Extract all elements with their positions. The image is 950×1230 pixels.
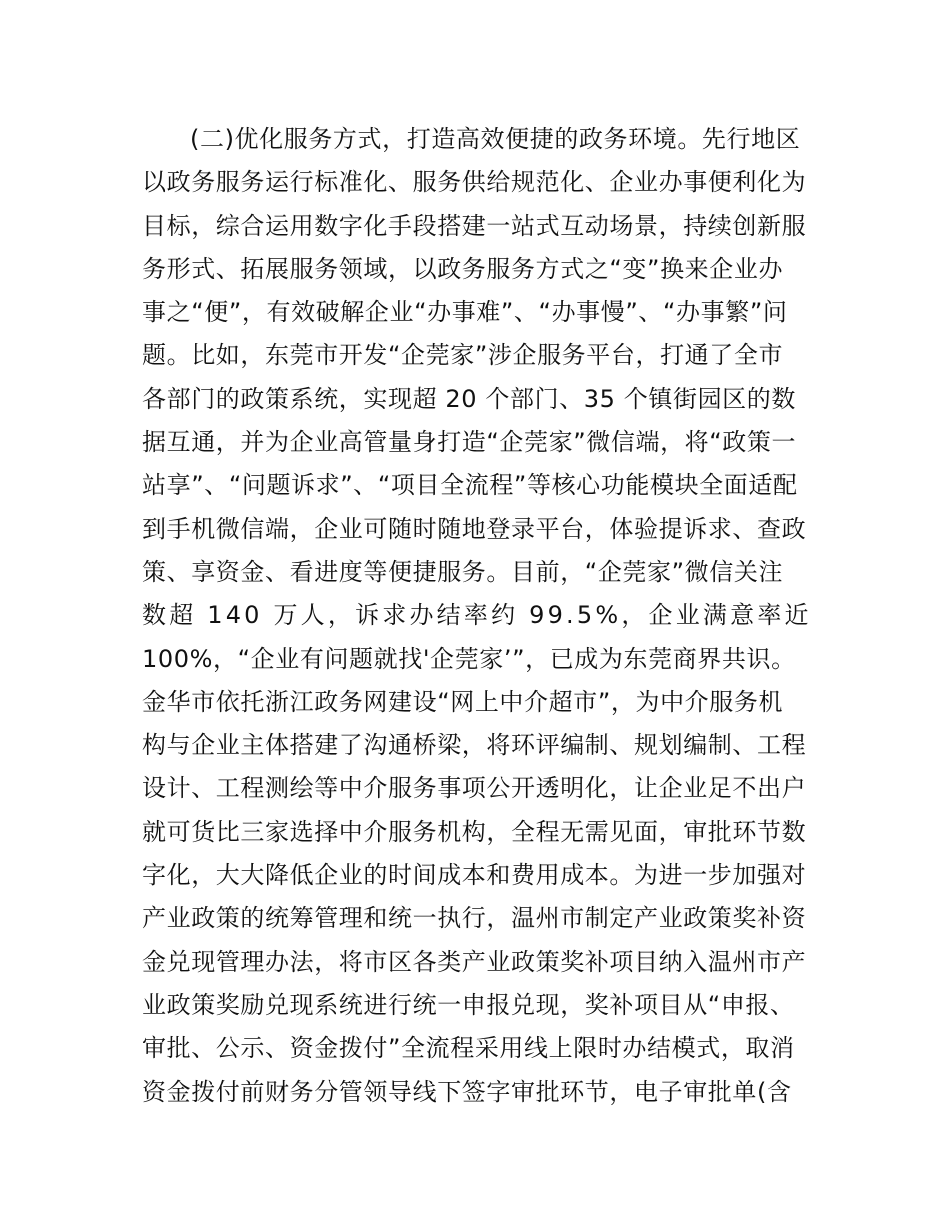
text-line: (二)优化服务方式，打造高效便捷的政务环境。先行地区 (190, 125, 801, 153)
text-line: 业政策奖励兑现系统进行统一申报兑现，奖补项目从“申报、 (142, 990, 795, 1019)
text-line: 事之“便”，有效破解企业“办事难”、“办事慢”、“办事繁”问 (142, 298, 788, 327)
text-line: 据互通，并为企业高管量身打造“企莞家”微信端，将“政策一 (142, 428, 797, 457)
text-line: 各部门的政策系统，实现超 20 个部门、35 个镇街园区的数 (142, 384, 796, 413)
text-line: 字化，大大降低企业的时间成本和费用成本。为进一步加强对 (142, 861, 807, 890)
text-line: 金兑现管理办法，将市区各类产业政策奖补项目纳入温州市产 (142, 947, 807, 976)
text-line: 资金拨付前财务分管领导线下签字审批环节，电子审批单(含 (142, 1077, 792, 1106)
text-line: 设计、工程测绘等中介服务事项公开透明化，让企业足不出户 (142, 774, 807, 803)
text-line: 到手机微信端，企业可随时随地登录平台，体验提诉求、查政 (142, 514, 807, 543)
text-line: 以政务服务运行标准化、服务供给规范化、企业办事便利化为 (142, 168, 807, 197)
text-line: 站享”、“问题诉求”、“项目全流程”等核心功能模块全面适配 (142, 471, 798, 500)
text-line: 构与企业主体搭建了沟通桥梁，将环评编制、规划编制、工程 (142, 731, 807, 760)
text-line: 务形式、拓展服务领域，以政务服务方式之“变”换来企业办 (142, 254, 784, 283)
text-line: 产业政策的统筹管理和统一执行，温州市制定产业政策奖补资 (142, 904, 807, 933)
text-line: 目标，综合运用数字化手段搭建一站式互动场景，持续创新服 (142, 211, 807, 240)
text-line: 策、享资金、看进度等便捷服务。目前，“企莞家”微信关注 (142, 557, 784, 586)
text-line: 数超 140 万人，诉求办结率约 99.5%，企业满意率近 (142, 601, 812, 630)
text-line: 题。比如，东莞市开发“企莞家”涉企服务平台，打通了全市 (142, 341, 784, 370)
text-line: 审批、公示、资金拨付”全流程采用线上限时办结模式，取消 (142, 1034, 795, 1063)
text-line: 100%，“企业有问题就找'企莞家’”，已成为东莞商界共识。 (142, 644, 796, 673)
text-line: 就可货比三家选择中介服务机构，全程无需见面，审批环节数 (142, 817, 807, 846)
body-paragraph (142, 118, 822, 1114)
text-line: 金华市依托浙江政务网建设“网上中介超市”，为中介服务机 (142, 687, 784, 716)
